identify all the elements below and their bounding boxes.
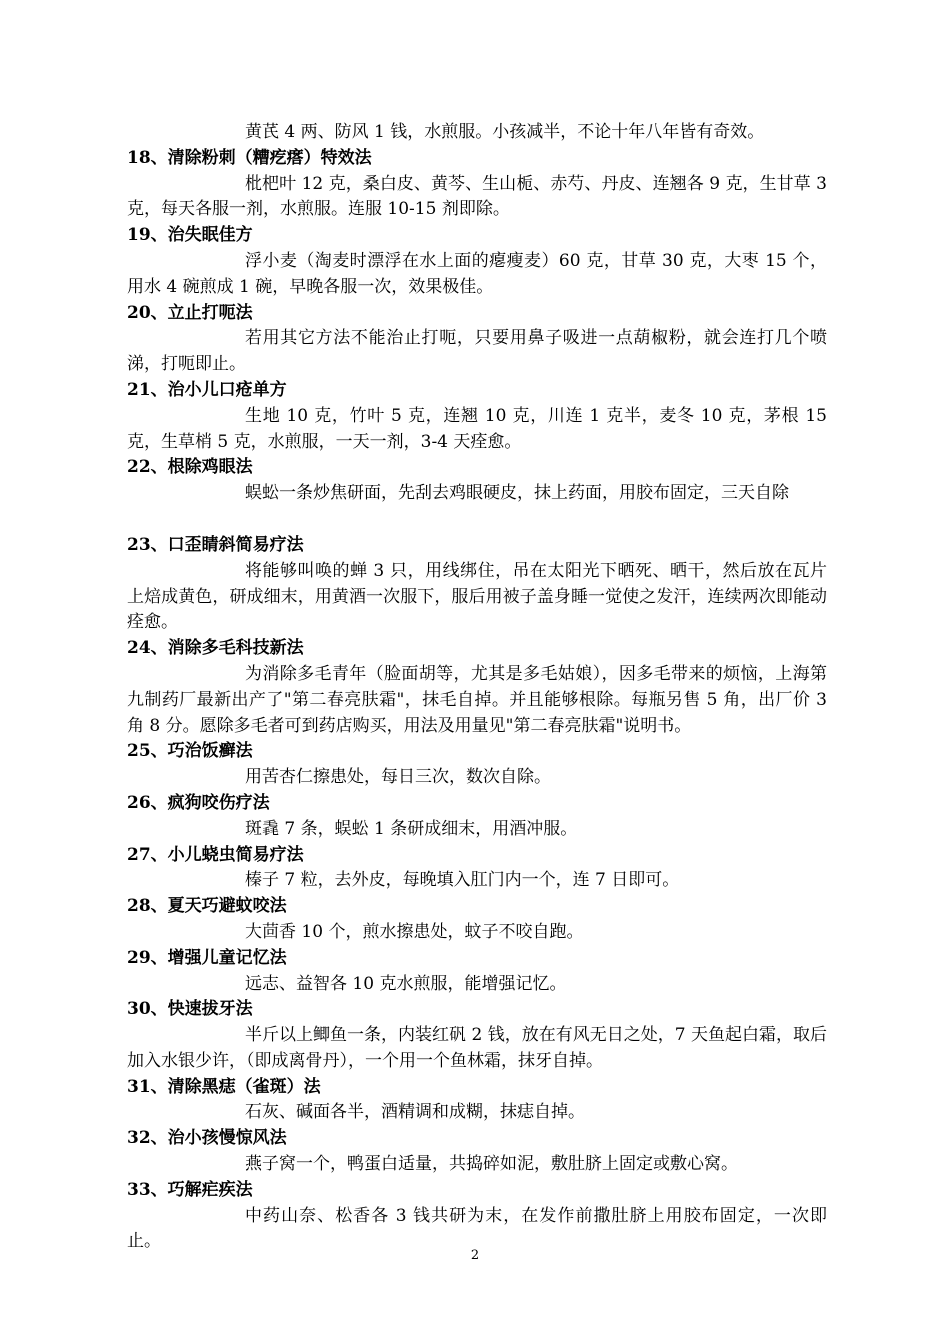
section-heading: 23、口歪睛斜简易疗法 xyxy=(127,534,304,555)
section-heading: 28、夏天巧避蚊咬法 xyxy=(127,896,287,917)
paragraph: 燕子窝一个，鸭蛋白适量，共捣碎如泥，敷肚脐上固定或敷心窝。 xyxy=(245,1154,738,1175)
section-heading: 22、根除鸡眼法 xyxy=(127,457,253,478)
blank-line xyxy=(127,507,827,533)
section-heading: 18、清除粉刺（糟疙瘩）特效法 xyxy=(127,147,372,168)
section-heading: 24、消除多毛科技新法 xyxy=(127,638,304,659)
section-heading: 25、巧治饭癣法 xyxy=(127,741,253,762)
paragraph: 中药山奈、松香各 3 钱共研为末，在发作前撒肚脐上用胶布固定，一次即止。 xyxy=(127,1205,827,1252)
paragraph: 斑毳 7 条，蜈蚣 1 条研成细末，用酒冲服。 xyxy=(245,818,578,839)
paragraph: 榛子 7 粒，去外皮，每晚填入肛门内一个，连 7 日即可。 xyxy=(245,870,680,891)
section-heading: 32、治小孩慢惊风法 xyxy=(127,1128,287,1149)
paragraph: 半斤以上鲫鱼一条，内装红矾 2 钱，放在有风无日之处，7 天鱼起白霜，取后加入水银少许，（即成离骨丹），一个用一个鱼林霜，抹牙自掉。 xyxy=(127,1025,827,1071)
paragraph: 用苦杏仁擦患处，每日三次，数次自除。 xyxy=(245,767,551,788)
paragraph: 枇杷叶 12 克，桑白皮、黄芩、生山栀、赤芍、丹皮、连翘各 9 克，生甘草 3 克，每天各服一剂，水煎服。连服 10-15 剂即除。 xyxy=(127,173,827,220)
paragraph: 若用其它方法不能治止打呃，只要用鼻子吸进一点葫椒粉，就会连打几个喷涕，打呃即止。 xyxy=(127,328,827,375)
paragraph: 大茴香 10 个，煎水擦患处，蚊子不咬自跑。 xyxy=(245,921,584,942)
paragraph: 浮小麦（淘麦时漂浮在水上面的瘪瘦麦）60 克，甘草 30 克，大枣 15 个，用水 4 碗煎成 1 碗，早晚各服一次，效果极佳。 xyxy=(127,250,827,297)
section-heading: 27、小儿蛲虫简易疗法 xyxy=(127,844,304,865)
section-heading: 29、增强儿童记忆法 xyxy=(127,947,287,968)
section-heading: 20、立止打呃法 xyxy=(127,302,253,323)
section-heading: 19、治失眠佳方 xyxy=(127,225,253,246)
paragraph: 蜈蚣一条炒焦研面，先刮去鸡眼硬皮，抹上药面，用胶布固定，三天自除 xyxy=(245,483,789,504)
section-heading: 21、治小儿口疮单方 xyxy=(127,379,287,400)
paragraph: 为消除多毛青年（脸面胡等，尤其是多毛姑娘），因多毛带来的烦恼，上海第九制药厂最新出产了"第二春亮肤霜"，抹毛自掉。并且能够根除。每瓶另售 5 角，出厂价 3 角 8 分。愿除多毛者可到药店购买，用法及用量见"第二春亮肤霜"说明书。 xyxy=(127,663,827,736)
paragraph: 将能够叫唤的蝉 3 只，用线绑住，吊在太阳光下晒死、晒干，然后放在瓦片上焙成黄色，研成细末，用黄酒一次服下，服后用被子盖身睡一觉使之发汗，连续两次即能动痊愈。 xyxy=(127,560,827,633)
section-heading: 31、清除黑痣（雀斑）法 xyxy=(127,1076,321,1097)
section-heading: 33、巧解疟疾法 xyxy=(127,1179,253,1200)
section-heading: 30、快速拔牙法 xyxy=(127,999,253,1020)
section-heading: 26、疯狗咬伤疗法 xyxy=(127,792,270,813)
paragraph: 黄芪 4 两、防风 1 钱，水煎服。小孩减半，不论十年八年皆有奇效。 xyxy=(245,122,765,142)
paragraph: 石灰、碱面各半，酒精调和成糊，抹痣自掉。 xyxy=(245,1102,585,1123)
paragraph: 生地 10 克，竹叶 5 克，连翘 10 克，川连 1 克半，麦冬 10 克，茅根 15 克，生草梢 5 克，水煎服，一天一剂，3-4 天痊愈。 xyxy=(127,405,827,452)
document-body xyxy=(127,120,827,1255)
page-number: 2 xyxy=(470,1248,480,1263)
paragraph: 远志、益智各 10 克水煎服，能增强记忆。 xyxy=(245,973,567,994)
